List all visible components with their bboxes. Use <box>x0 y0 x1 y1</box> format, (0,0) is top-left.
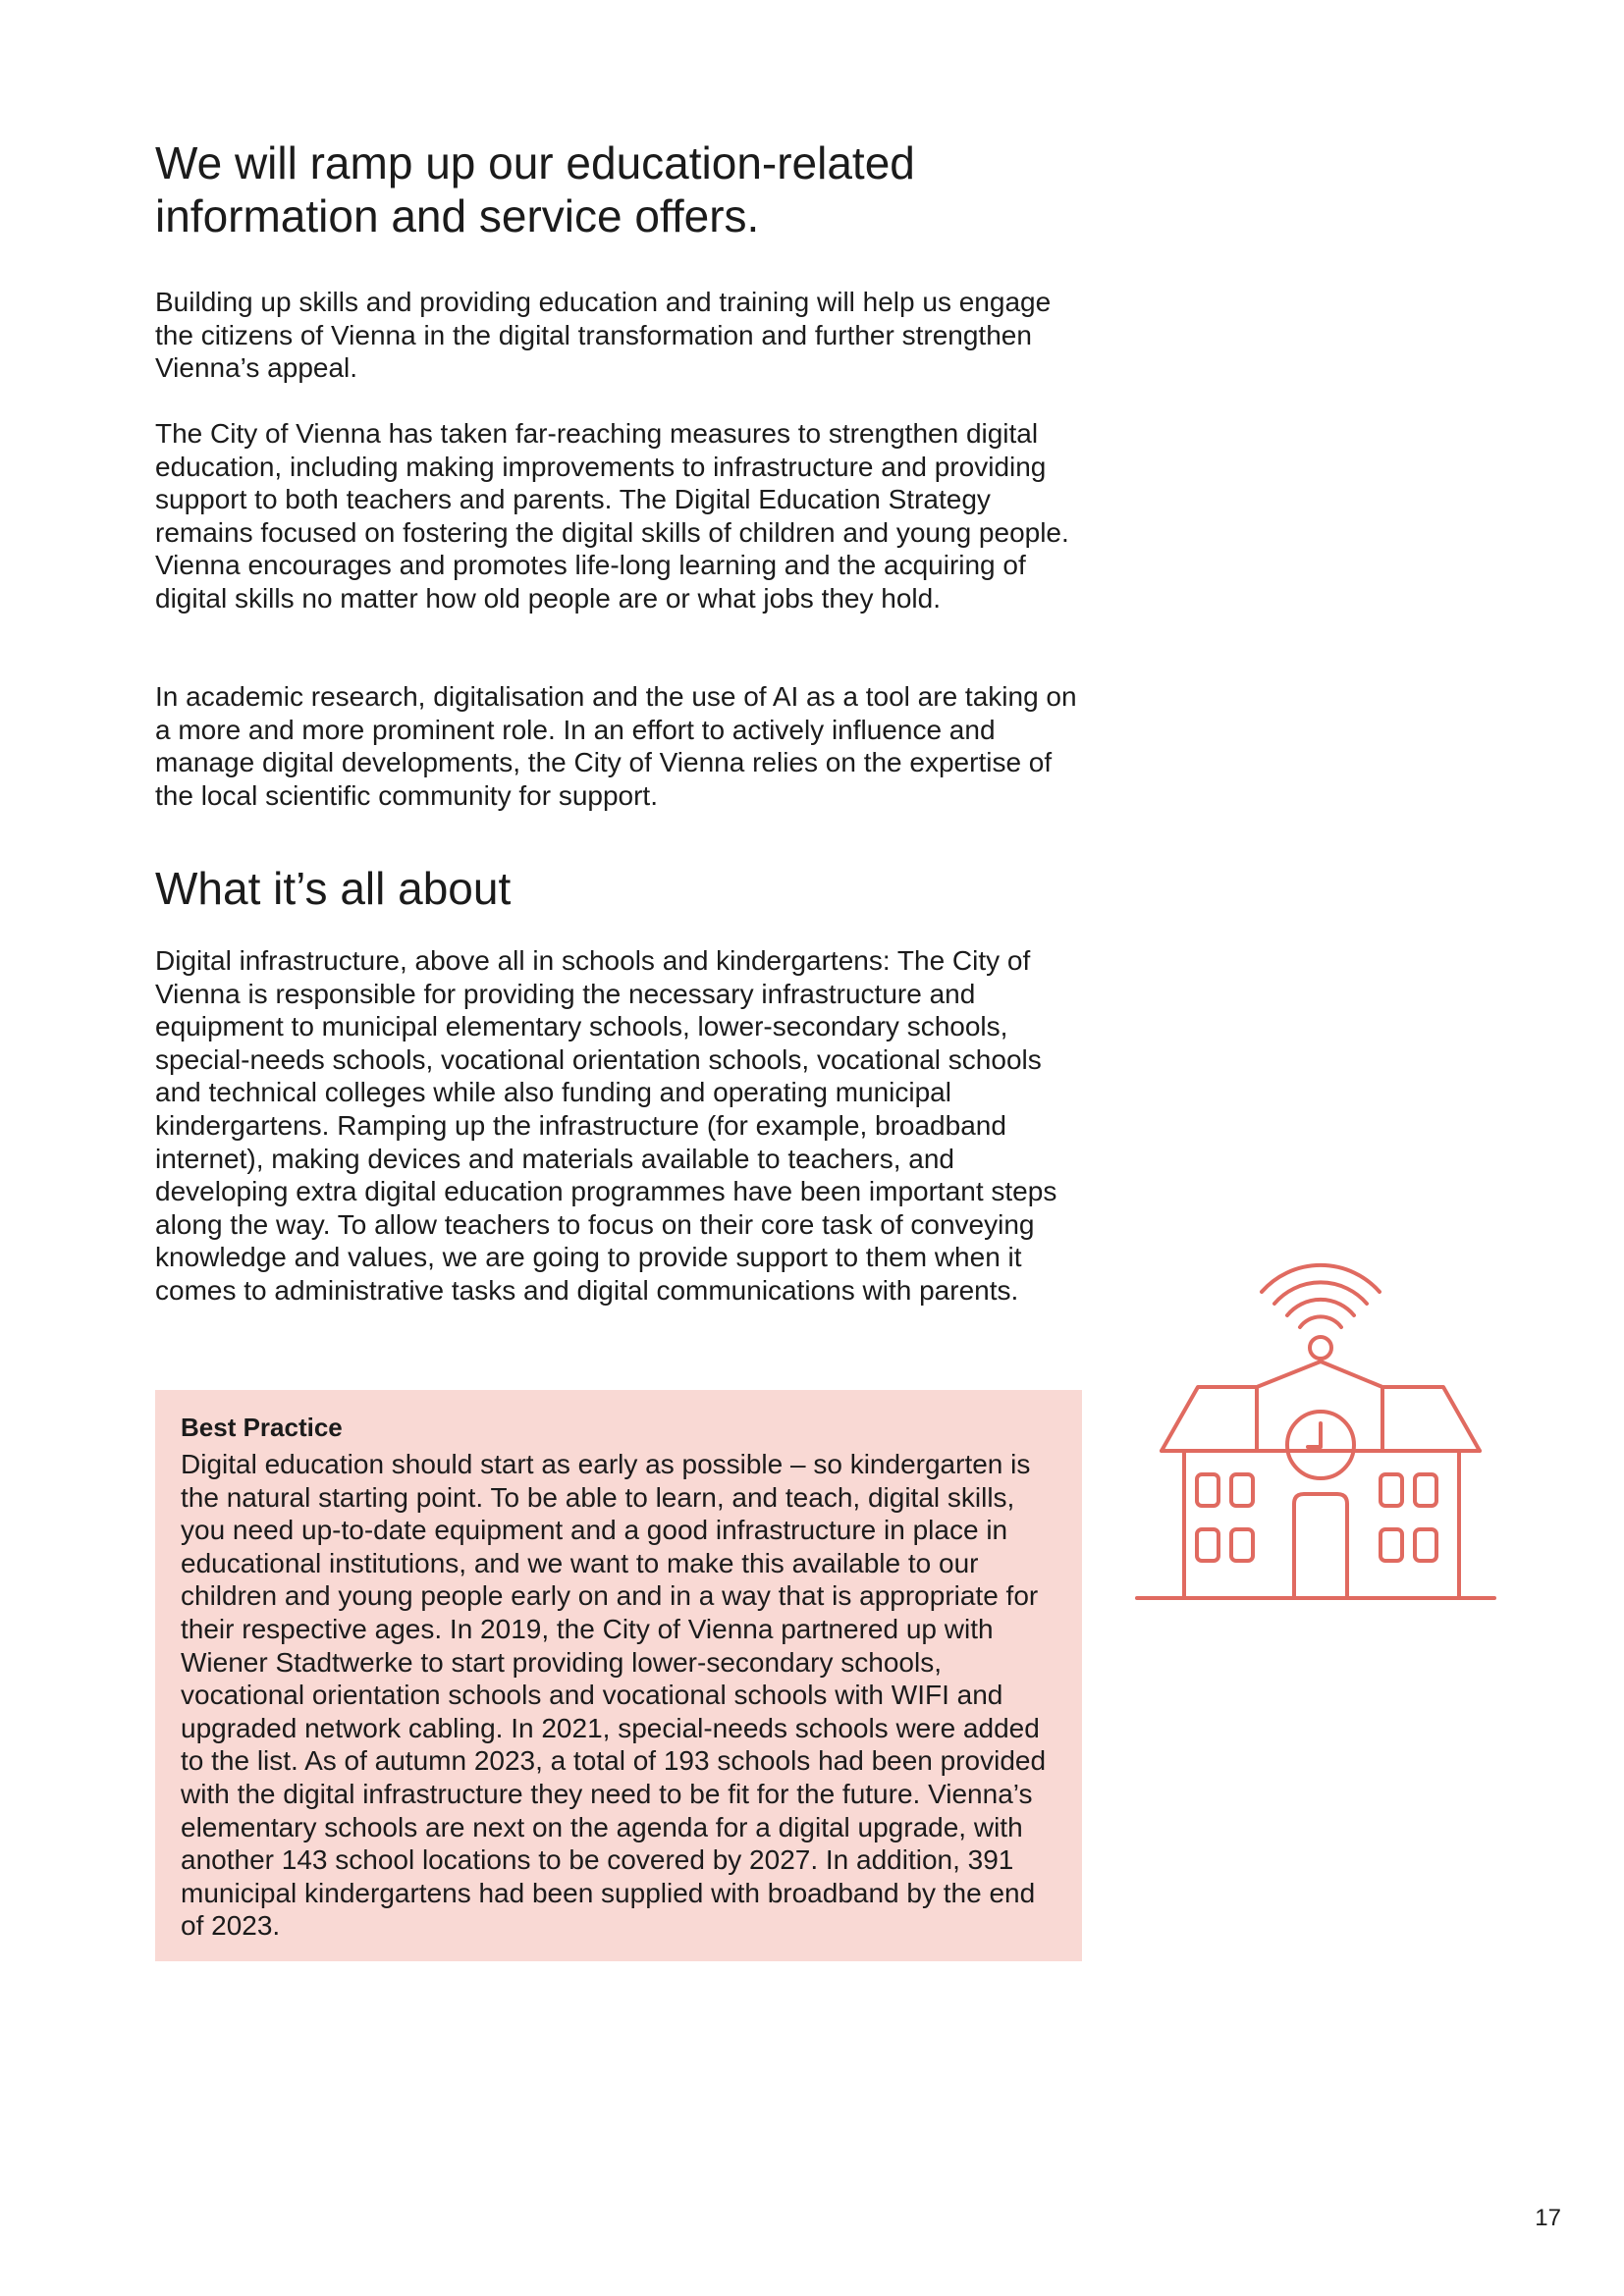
best-practice-text: Digital education should start as early as possible – so kindergarten is the natural starting point. To be able to learn, and teach, digital skills, you need up-to-date equipment and a good infrastructure in place in educational institutions, and we want to make this available to our children and young people early on and in a way that is appropriate for their respective ages. In 2019, the City of Vienna partnered up with Wiener Stadtwerke to start providing lower-secondary schools, vocational orientation schools and vocational schools with WIFI and upgraded network cabling. In 2021, special-needs schools were added to the list. As of autumn 2023, a total of 193 schools had been provided with the digital infrastructure they need to be fit for the future. Vienna’s elementary schools are next on the agenda for a digital upgrade, with another 143 school locations to be covered by 2027. In addition, 391 municipal kindergartens had been supplied with broadband by the end of 2023. <box>181 1449 1047 1942</box>
wifi-school-icon <box>1129 1247 1502 1610</box>
wifi-signal-icon <box>1262 1265 1380 1359</box>
intro-paragraph: Building up skills and providing education and training will help us engage the citizens of Vienna in the digital transformation and further strengthen Vienna’s appeal. <box>155 287 1052 384</box>
education-strategy-paragraph: The City of Vienna has taken far-reaching measures to strengthen digital education, including making improvements to infrastructure and providing support to both teachers and parents. The Digital Education Strategy remains focused on fostering the digital skills of children and young people. Vienna encourages and promotes life-long learning and the acquiring of digital skills no matter how old people are or what jobs they hold. <box>155 418 1069 614</box>
infrastructure-paragraph: Digital infrastructure, above all in schools and kindergartens: The City of Vienna is responsible for providing the necessary infrastructure and equipment to municipal elementary schools, lower-secondary schools, special-needs schools, vocational orientation schools, vocational schools and technical colleges while also funding and operating municipal kindergartens. Ramping up the infrastructure (for example, broadband internet), making devices and materials available to teachers, and developing extra digital education programmes have been important steps along the way. To allow teachers to focus on their core task of conveying knowledge and values, we are going to provide support to them when it comes to administrative tasks and digital communications with parents. <box>155 945 1057 1306</box>
page-number: 17 <box>1535 2205 1561 2231</box>
best-practice-title: Best Practice <box>181 1413 343 1442</box>
section-heading: We will ramp up our education-related information and service offers. <box>155 137 915 241</box>
academic-research-paragraph: In academic research, digitalisation and the use of AI as a tool are taking on a more and more prominent role. In an effort to actively influence and manage digital developments, the City of Vienna relies on the expertise of the local scientific community for support. <box>155 681 1077 811</box>
best-practice-box <box>155 1390 1082 1961</box>
what-its-about-heading: What it’s all about <box>155 863 512 914</box>
school-building-icon <box>1137 1362 1494 1598</box>
